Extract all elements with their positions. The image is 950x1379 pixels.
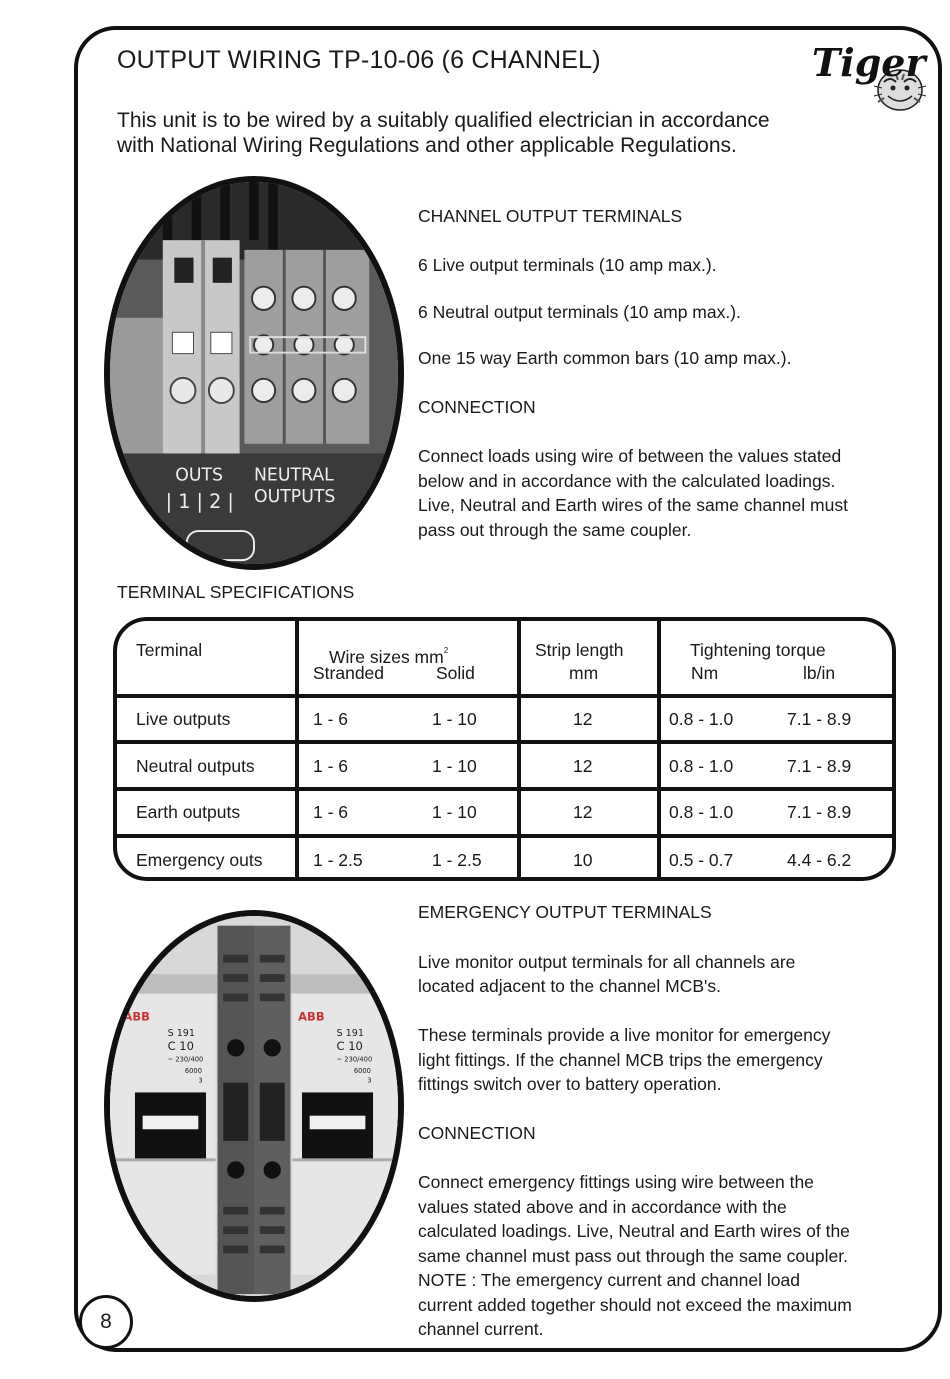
mcb-rating-right: C 10 <box>336 1038 363 1053</box>
live-terminals-text: 6 Live output terminals (10 amp max.). <box>418 255 717 275</box>
emergency-para3-line: channel current. <box>418 1319 544 1339</box>
mcb-model-left: S 191 <box>167 1028 196 1040</box>
mcb-capacity-left: 6000 <box>184 1067 202 1076</box>
intro-line-2: with National Wiring Regulations and other applicable Regulations. <box>117 134 737 157</box>
terminal-spec-heading: TERMINAL SPECIFICATIONS <box>117 582 355 602</box>
earth-bars-text: One 15 way Earth common bars (10 amp max.). <box>418 348 792 368</box>
emergency-para3-line: values stated above and in accordance with the <box>418 1196 787 1217</box>
header-terminal: Terminal <box>136 640 203 660</box>
channel-output-section <box>418 204 918 542</box>
table-row-stranded: 1 - 6 <box>313 709 349 729</box>
emergency-para1-line: Live monitor output terminals for all channels are <box>418 951 796 972</box>
channel-heading: CHANNEL OUTPUT TERMINALS <box>418 206 683 226</box>
emergency-para3-line: NOTE : The emergency current and channel load <box>418 1270 800 1290</box>
emergency-para3-line: same channel must pass out through the same coupler. <box>418 1245 848 1266</box>
header-torque: Tightening torque <box>690 640 826 660</box>
neutral-label: NEUTRAL <box>254 465 334 486</box>
mcb-model-right: S 191 <box>336 1028 364 1040</box>
connection-line: Connect loads using wire of between the values stated <box>418 446 842 466</box>
emergency-connection-heading: CONNECTION <box>418 1123 536 1143</box>
header-wire-sizes-text: Wire sizes mm <box>329 647 444 667</box>
table-row-nm: 0.8 - 1.0 <box>669 709 734 729</box>
table-row-stranded: 1 - 2.5 <box>313 850 363 870</box>
emergency-para3-line: current added together should not exceed the maximum <box>418 1294 852 1315</box>
mcb-voltage-left: ~ 230/400 <box>167 1055 204 1064</box>
intro-text <box>117 108 857 158</box>
connection-line: pass out through the same coupler. <box>418 519 692 540</box>
table-row-solid: 1 - 10 <box>432 709 477 729</box>
table-row-lbin: 7.1 - 8.9 <box>787 802 852 822</box>
table-row-strip: 12 <box>573 709 593 729</box>
connection-line: below and in accordance with the calculated loadings. <box>418 470 836 491</box>
tiger-logo <box>808 38 928 116</box>
table-row-lbin: 7.1 - 8.9 <box>787 709 852 729</box>
mcb-brand-right: ABB <box>298 1009 325 1024</box>
connection-line: Live, Neutral and Earth wires of the same channel must <box>418 495 848 515</box>
table-row-nm: 0.5 - 0.7 <box>669 850 734 870</box>
header-strip-unit: mm <box>569 663 599 683</box>
page-number: 8 <box>79 1295 133 1349</box>
emergency-para1-line: located adjacent to the channel MCB's. <box>418 976 721 996</box>
emergency-para3-line: calculated loadings. Live, Neutral and Earth wires of the <box>418 1221 850 1241</box>
terminal-spec-table <box>113 617 896 881</box>
svg-text:Tiger: Tiger <box>812 40 926 85</box>
table-row-strip: 10 <box>573 850 593 870</box>
table-row-terminal: Live outputs <box>136 709 231 729</box>
table-row-solid: 1 - 10 <box>432 756 477 776</box>
mcb-class-left: 3 <box>198 1076 203 1085</box>
outs-label: OUTS <box>175 465 224 486</box>
header-solid: Solid <box>436 663 475 683</box>
table-row-nm: 0.8 - 1.0 <box>669 756 734 776</box>
table-row-strip: 12 <box>573 802 593 822</box>
table-row-terminal: Earth outputs <box>136 802 241 822</box>
header-strip-length: Strip length <box>535 640 624 660</box>
mcb-brand-left: ABB <box>123 1009 150 1024</box>
table-row-terminal: Neutral outputs <box>136 756 255 776</box>
table-row-strip: 12 <box>573 756 593 776</box>
page-title: OUTPUT WIRING TP-10-06 (6 CHANNEL) <box>117 46 601 74</box>
mcb-capacity-right: 6000 <box>353 1067 371 1076</box>
mcb-rating-left: C 10 <box>167 1038 194 1053</box>
mcb-voltage-right: ~ 230/400 <box>336 1055 373 1064</box>
connection-heading: CONNECTION <box>418 397 536 417</box>
header-stranded: Stranded <box>313 663 385 683</box>
outputs-label: OUTPUTS <box>254 486 336 507</box>
header-lbin: lb/in <box>803 663 836 683</box>
table-row-solid: 1 - 2.5 <box>432 850 482 870</box>
table-row-lbin: 4.4 - 6.2 <box>787 850 852 870</box>
header-nm: Nm <box>691 663 719 683</box>
emergency-para2-line: light fittings. If the channel MCB trips the emergency <box>418 1049 823 1070</box>
emergency-heading: EMERGENCY OUTPUT TERMINALS <box>418 902 712 922</box>
mcb-class-right: 3 <box>367 1076 372 1085</box>
table-row-nm: 0.8 - 1.0 <box>669 802 734 822</box>
table-row-stranded: 1 - 6 <box>313 802 349 822</box>
table-row-stranded: 1 - 6 <box>313 756 349 776</box>
table-row-lbin: 7.1 - 8.9 <box>787 756 852 776</box>
emergency-para2-line: These terminals provide a live monitor for emergency <box>418 1025 831 1045</box>
emergency-output-section <box>418 900 918 1342</box>
terminal-block-photo <box>104 176 404 570</box>
outs-numbers-label: | 1 | 2 | <box>165 489 234 513</box>
emergency-para3-line: Connect emergency fittings using wire between the <box>418 1172 814 1192</box>
header-wire-sizes-sup: 2 <box>443 646 449 655</box>
mcb-emergency-photo <box>104 910 404 1302</box>
neutral-terminals-text: 6 Neutral output terminals (10 amp max.). <box>418 301 741 322</box>
table-row-terminal: Emergency outs <box>136 850 263 870</box>
emergency-para2-line: fittings switch over to battery operation. <box>418 1074 722 1094</box>
table-row-solid: 1 - 10 <box>432 802 477 822</box>
intro-line-1: This unit is to be wired by a suitably qualified electrician in accordance <box>117 109 770 132</box>
